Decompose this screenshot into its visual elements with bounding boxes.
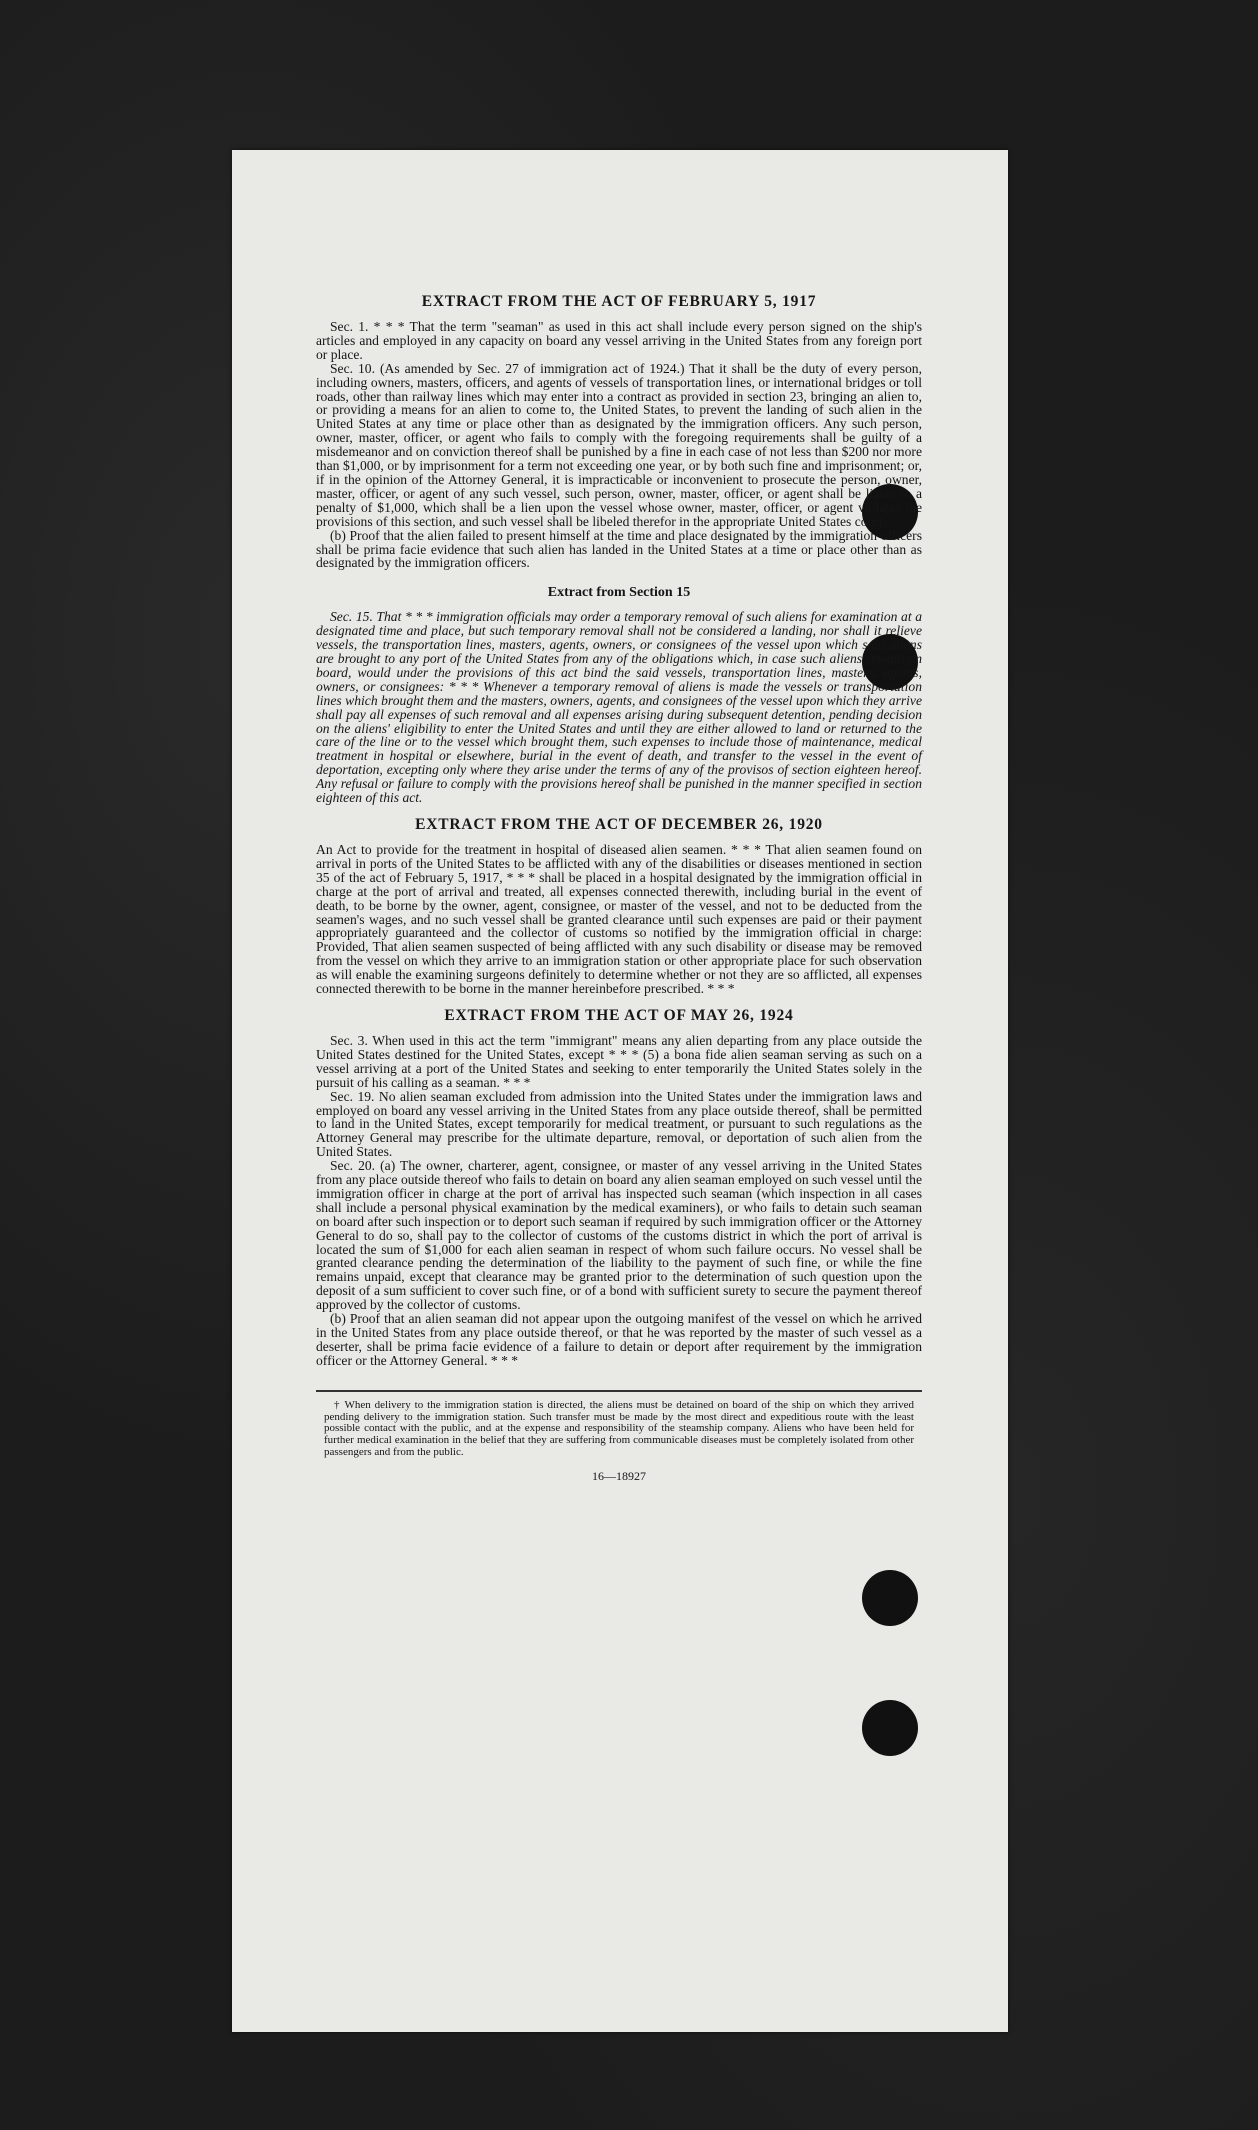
paragraph: (b) Proof that an alien seaman did not appear upon the outgoing manifest of the vessel on which he arrived in the United States from any place outside thereof, or that he was reported by the master of such vessel as a deserter, shall be prima facie evidence of a failure to detain or deport after requirement by the immigration officer or the Attorney General. * * * bbox=[316, 1311, 922, 1368]
section-heading: EXTRACT FROM THE ACT OF FEBRUARY 5, 1917 bbox=[421, 293, 817, 310]
paragraph: Sec. 1. * * * That the term "seaman" as used in this act shall include every person signed on the ship's articles and employed in any capacity on board any vessel arriving in the United States from any foreign port or place. bbox=[316, 319, 922, 362]
paragraph: Sec. 10. (As amended by Sec. 27 of immigration act of 1924.) That it shall be the duty of every person, including owners, masters, officers, and agents of vessels of transportation lines, or international bridges or toll roads, other than railway lines which may enter into a contract as provided in section 23, bringing an alien to, or providing a means for an alien to come to, the United States, to prevent the landing of such alien in the United States at any time or place other than as designated by the immigration officers. Any such person, owner, master, officer, or agent who fails to comply with the foregoing requirements shall be guilty of a misdemeanor and on conviction thereof shall be punished by a fine in each case of not less than $200 nor more than $1,000, or by imprisonment for a term not exceeding one year, or by both such fine and imprisonment; or, if in the opinion of the Attorney General, it is impracticable or inconvenient to prosecute the person, owner, master, officer, or agent of any such vessel, such person, owner, master, officer, or agent shall be liable to a penalty of $1,000, which shall be a lien upon the vessel whose owner, master, officer, or agent violates the provisions of this section, and such vessel shall be libeled therefor in the appropriate United States court. bbox=[316, 360, 922, 529]
document-body bbox=[316, 292, 922, 1483]
form-number: 16—18927 bbox=[592, 1468, 646, 1483]
paragraph: Sec. 15. That * * * immigration officials may order a temporary removal of such aliens for examination at a designated time and place, but such temporary removal shall not be considered a landing, nor shall it relieve vessels, the transportation lines, masters, agents, owners, or consignees of the vessel upon which said aliens are brought to any port of the United States from any of the obligations which, in case such aliens remain on board, would under the provisions of this act bind the said vessels, transportation lines, masters, agents, owners, or consignees: * * * Whenever a temporary removal of aliens is made the vessels or transportation lines which brought them and the masters, owners, agents, and consignees of the vessel upon which they arrive shall pay all expenses of such removal and all expenses arising during subsequent detention, pending decision on the aliens' eligibility to enter the United States and until they are either allowed to land or returned to the care of the line or to the vessel which brought them, such expenses to include those of maintenance, medical treatment in hospital or elsewhere, burial in the event of death, and transfer to the vessel in the event of deportation, excepting only where they arise under the terms of any of the provisos of section eighteen hereof. Any refusal or failure to comply with the provisions hereof shall be punished in the manner specified in section eighteen of this act. bbox=[316, 609, 922, 806]
paragraph: Sec. 20. (a) The owner, charterer, agent, consignee, or master of any vessel arriving in the United States from any place outside thereof who fails to detain on board any alien seaman employed on such vessel until the immigration officer in charge at the port of arrival has inspected such seaman (which inspection in all cases shall include a personal physical examination by the medical examiners), or who fails to detain such seaman on board after such inspection or to deport such seaman if required by such immigration officer or the Attorney General to do so, shall pay to the collector of customs of the customs district in which the port of arrival is located the sum of $1,000 for each alien seaman in respect of whom such failure occurs. No vessel shall be granted clearance pending the determination of the liability to the payment of such fine, or while the fine remains unpaid, except that clearance may be granted prior to the determination of such question upon the deposit of a sum sufficient to cover such fine, or of a bond with sufficient surety to secure the payment thereof approved by the collector of customs. bbox=[316, 1158, 922, 1313]
paragraph: (b) Proof that the alien failed to present himself at the time and place designated by the immigration officers shall be prima facie evidence that such alien has landed in the United States at a time or place other than as designated by the immigration officers. bbox=[316, 527, 922, 571]
paragraph: Sec. 19. No alien seaman excluded from admission into the United States under the immigration laws and employed on board any vessel arriving in the United States from any place outside thereof, shall be permitted to land in the United States, except temporarily for medical treatment, or pursuant to such regulations as the Attorney General may prescribe for the ultimate departure, removal, or deportation of such alien from the United States. bbox=[316, 1088, 922, 1160]
footnote: † When delivery to the immigration station is directed, the aliens must be detained on board of the ship on which they arrived pending delivery to the immigration station. Such transfer must be made by the most direct and expeditious route with the least possible contact with the public, and at the expense and responsibility of the steamship company. Aliens who have been held for further medical examination in the belief that they are suffering from communicable diseases must be completely isolated from other passengers and from the public. bbox=[324, 1398, 914, 1458]
subsection-heading: Extract from Section 15 bbox=[547, 585, 691, 601]
section-heading: EXTRACT FROM THE ACT OF MAY 26, 1924 bbox=[444, 1006, 794, 1024]
punch-hole bbox=[862, 1700, 918, 1756]
paragraph: An Act to provide for the treatment in hospital of diseased alien seamen. * * * That alien seamen found on arrival in ports of the United States to be afflicted with any of the disabilities or diseases mentioned in section 35 of the act of February 5, 1917, * * * shall be placed in a hospital designated by the immigration official in charge at the port of arrival and treated, all expenses connected therewith, including burial in the event of death, to be borne by the owner, agent, consignee, or master of the vessel, and not to be deducted from the seamen's wages, and no such vessel shall be granted clearance until such expenses are paid or their payment appropriately guaranteed and the collector of customs so notified by the immigration official in charge: Provided, That alien seamen suspected of being afflicted with any such disability or disease may be removed from the vessel on which they arrive to an immigration station or other appropriate place for such observation as will enable the examining surgeons definitely to determine whether or not they are so afflicted, all expenses connected therewith to be borne in the manner hereinbefore prescribed. * * * bbox=[316, 842, 922, 997]
section-heading: EXTRACT FROM THE ACT OF DECEMBER 26, 1920 bbox=[415, 816, 823, 833]
paragraph: Sec. 3. When used in this act the term "immigrant" means any alien departing from any place outside the United States destined for the United States, except * * * (5) a bona fide alien seaman serving as such on a vessel arriving at a port of the United States and seeking to enter temporarily the United States solely in the pursuit of his calling as a seaman. * * * bbox=[316, 1032, 922, 1090]
document-page bbox=[232, 150, 1008, 2032]
punch-hole bbox=[862, 1570, 918, 1626]
